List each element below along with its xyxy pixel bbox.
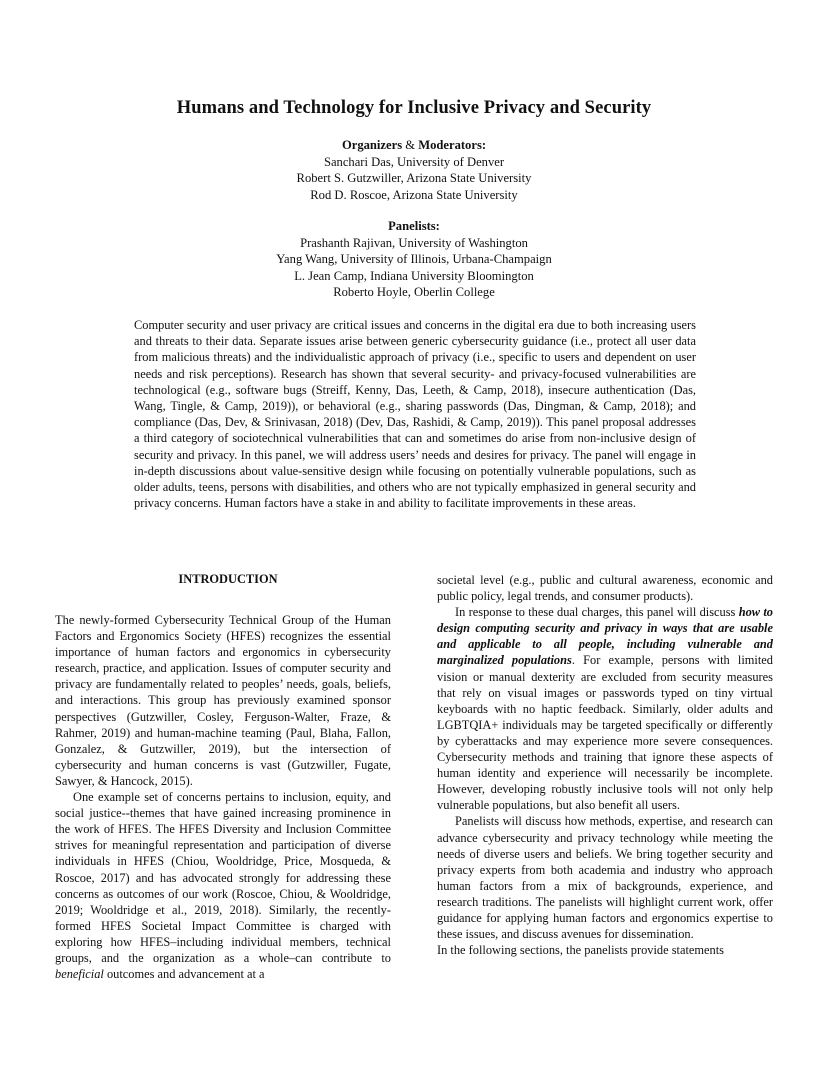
abstract: Computer security and user privacy are critical issues and concerns in the digital era due to both increasing users and threats to their data. Separate issues arise between generic cybersecurity guidance (i.e., protect all user data from malicious threats) and the individualistic approach of privacy (i.e., specific to users and dependent on user needs and risk perceptions). Research has shown that several security- and privacy-focused vulnerabilities are technological (e.g., software bugs (Streiff, Kenny, Das, Leeth, & Camp, 2018), insecure authentication (Das, Wang, Tingle, & Camp, 2019)), or behavioral (e.g., sharing passwords (Das, Dingman, & Camp, 2018); and compliance (Das, Dev, & Srinivasan, 2018) (Dev, Das, Rashidi, & Camp, 2019)). This panel proposal addresses a third category of sociotechnical vulnerabilities that can and sometimes do arise from non-inclusive design of security and privacy. In this panel, we will address users’ needs and desires for privacy. The panel will engage in in-depth discussions about value-sensitive design while focusing on potentially vulnerable populations, such as older adults, teens, persons with disabilities, and others who are not typically emphasized in general security and privacy concerns. Human factors have a stake in and ability to facilitate improvements in these areas. — [134, 318, 696, 511]
intro-paragraph-3: In response to these dual charges, this panel will discuss how to design computing security and privacy in ways that are usable and applicable to all people, including vulnerable and marginalized populations. For example, persons with limited vision or manual dexterity are excluded from security measures that rely on visual images or passwords typed on tiny virtual keyboards with no haptic feedback. Similarly, older adults and LGBTQIA+ individuals may be targeted specifically or differently by cyberattacks and may experience more severe consequences. Cybersecurity methods and training that ignore these aspects of human identity and experience will necessarily be incomplete. However, developing robustly inclusive tools will not only help vulnerable populations, but also benefit all users. — [437, 605, 773, 813]
intro-paragraph-5: In the following sections, the panelists provide statements — [437, 943, 724, 958]
intro-paragraph-1: The newly-formed Cybersecurity Technical Group of the Human Factors and Ergonomics Society (HFES) recognizes the essential importance of human factors and ergonomics in cybersecurity research, practice, and application. Issues of computer security and privacy are fundamentally related to peoples’ needs, goals, beliefs, and interactions. This group has previously examined sponsor perspectives (Gutzwiller, Cosley, Ferguson-Walter, Fraze, & Rahmer, 2019) and human-machine teaming (Paul, Blaha, Fallon, Gonzalez, & Gutzwiller, 2019), but the intersection of cybersecurity and human concerns is vast (Gutzwiller, Fugate, Sawyer, & Hancock, 2015). — [55, 613, 391, 788]
organizer-line: Rod D. Roscoe, Arizona State University — [310, 187, 518, 202]
organizer-line: Sanchari Das, University of Denver — [323, 154, 505, 169]
panelist-line: Prashanth Rajivan, University of Washington — [300, 235, 528, 250]
panelists-block — [0, 218, 828, 301]
intro-paragraph-2: One example set of concerns pertains to inclusion, equity, and social justice--themes that have gained increasing prominence in the work of HFES. The HFES Diversity and Inclusion Committee strives for meaningful representation and participation of diverse individuals in HFES (Chiou, Wooldridge, Price, Mosqueda, & Roscoe, 2017) and has advocated strongly for addressing these concerns as outcomes of our work (Roscoe, Chiou, & Wooldridge, 2019; Wooldridge et al., 2019, 2018). Similarly, the recently-formed HFES Societal Impact Committee is charged with exploring how HFES–including individual members, technical groups, and the organization as a whole–can contribute to beneficial outcomes and advancement at a — [55, 790, 391, 982]
panelists-heading: Panelists: — [388, 219, 440, 233]
left-column — [55, 612, 391, 982]
intro-paragraph-2-cont: societal level (e.g., public and cultural awareness, economic and public policy, legal trends, and consumer products). — [437, 573, 773, 604]
organizers-heading: Organizers & Moderators: — [341, 138, 487, 152]
panelist-line: Yang Wang, University of Illinois, Urbana-Champaign — [276, 252, 552, 266]
panelist-line: L. Jean Camp, Indiana University Bloomington — [294, 268, 534, 283]
panelist-line: Roberto Hoyle, Oberlin College — [333, 285, 495, 299]
intro-paragraph-4: Panelists will discuss how methods, expertise, and research can advance cybersecurity and privacy technology while meeting the needs of diverse users and beliefs. We bring together security and privacy experts from both academia and industry who approach human factors from a mix of backgrounds, experience, and research traditions. The panelists will highlight current work, offer guidance for applying human factors and ergonomics expertise to these issues, and discuss avenues for dissemination. — [437, 814, 773, 942]
organizers-block — [0, 137, 828, 203]
section-heading-introduction: INTRODUCTION — [178, 572, 278, 586]
paper-title: Humans and Technology for Inclusive Privacy and Security — [176, 98, 652, 118]
organizer-line: Robert S. Gutzwiller, Arizona State University — [296, 171, 532, 185]
right-column — [437, 572, 773, 958]
